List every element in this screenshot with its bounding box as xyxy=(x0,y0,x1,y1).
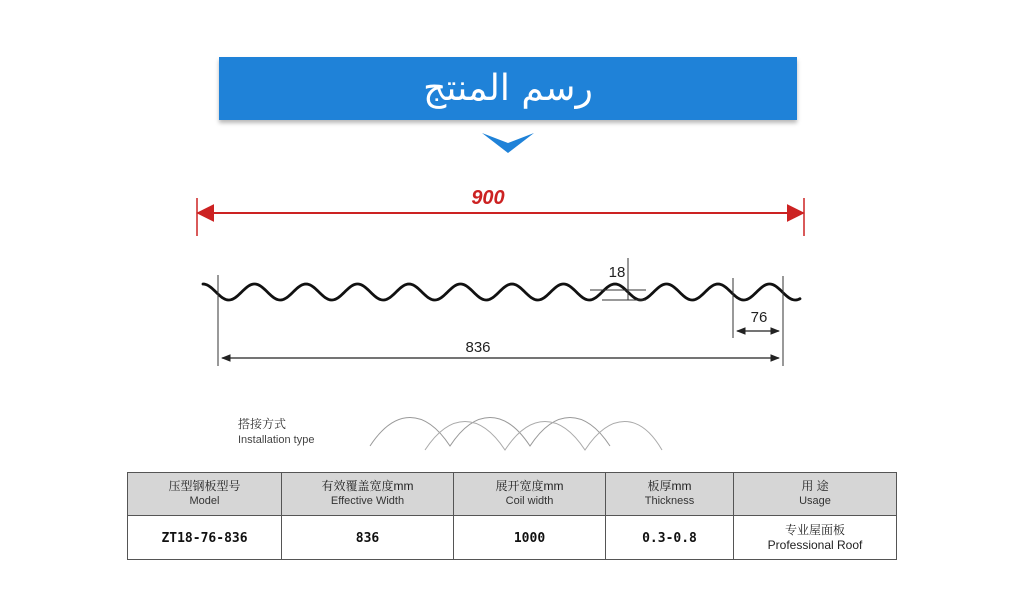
spec-table xyxy=(127,472,897,560)
banner-title: رسم المنتج xyxy=(423,68,593,109)
installation-label-cn: 搭接方式 xyxy=(238,417,287,431)
installation-overlap-curve-b xyxy=(425,422,662,451)
effective-width-label: 836 xyxy=(465,339,491,356)
cell-effective-width: 836 xyxy=(282,516,454,560)
cell-coil-width: 1000 xyxy=(454,516,606,560)
cell-thickness: 0.3-0.8 xyxy=(606,516,734,560)
header-coil-width: 展开宽度mm Coil width xyxy=(454,473,606,516)
header-usage: 用 途 Usage xyxy=(734,473,897,516)
wave-height-label: 18 xyxy=(608,264,626,281)
header-thickness: 板厚mm Thickness xyxy=(606,473,734,516)
cell-usage: 专业屋面板 Professional Roof xyxy=(734,516,897,560)
overall-width-label: 900 xyxy=(471,187,505,209)
effective-width-dimension xyxy=(218,275,779,366)
installation-label-en: Installation type xyxy=(238,434,315,446)
header-model: 压型钢板型号 Model xyxy=(128,473,282,516)
table-header-row xyxy=(128,473,897,516)
wave-pitch-label: 76 xyxy=(750,309,768,326)
cell-model: ZT18-76-836 xyxy=(128,516,282,560)
installation-type-sketch xyxy=(238,416,662,450)
table-row xyxy=(128,516,897,560)
corrugated-profile-line xyxy=(203,284,800,300)
chevron-down-icon xyxy=(482,133,534,153)
overall-width-dimension xyxy=(197,187,804,236)
header-effective-width: 有效覆盖宽度mm Effective Width xyxy=(282,473,454,516)
